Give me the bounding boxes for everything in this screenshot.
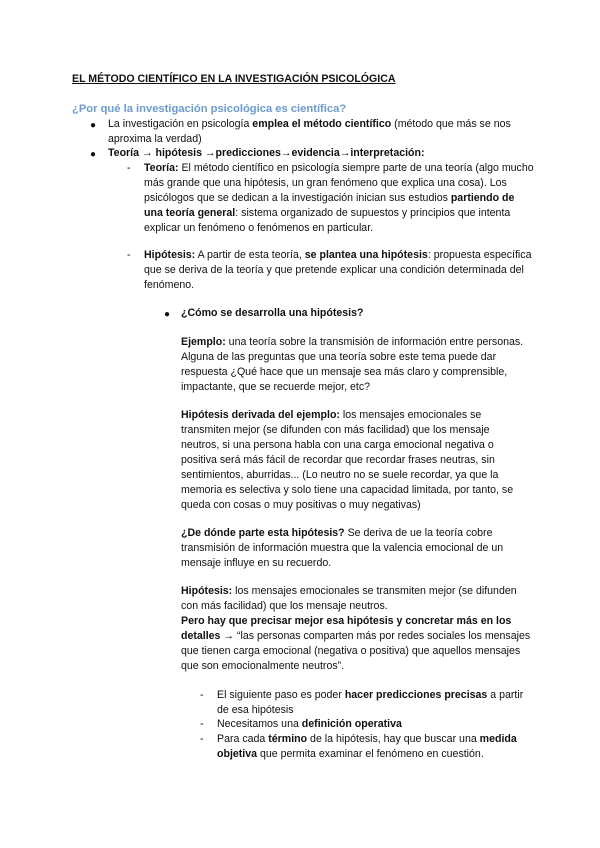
dash-marker: -	[200, 689, 204, 701]
hipotesis-paragraph: Hipótesis: A partir de esta teoría, se plantea una hipótesis: propuesta específica que se deriva de la teoría y que pretende explicar una condición determinada del fenómeno.	[144, 249, 532, 291]
step-item: El siguiente paso es poder hacer predicciones precisas a partir de esa hipótesis	[217, 689, 524, 716]
document-title: EL MÉTODO CIENTÍFICO EN LA INVESTIGACIÓN PSICOLÓGICA	[72, 73, 396, 85]
step-item: Necesitamos una definición operativa	[217, 718, 402, 730]
bullet-item-metodo: La investigación en psicología emplea el método científico (método que más se nos aproxima la verdad)	[108, 118, 511, 145]
step-item: Para cada término de la hipótesis, hay que buscar una medida objetiva que permita examinar el fenómeno en cuestión.	[217, 733, 517, 760]
dash-marker: -	[200, 718, 204, 730]
como-heading: ¿Cómo se desarrolla una hipótesis?	[181, 307, 364, 319]
bullet-marker: ●	[164, 309, 171, 320]
donde-paragraph: ¿De dónde parte esta hipótesis? Se deriva de ue la teoría cobre transmisión de información muestra que la valencia emocional de un mensaje influye en su recuerdo.	[181, 527, 504, 569]
dash-marker: -	[127, 249, 131, 261]
ejemplo-paragraph: Ejemplo: una teoría sobre la transmisión de información entre personas. Alguna de las preguntas que una teoría sobre este tema puede dar respuesta ¿Qué hace que un mensaje sea más claro y comprensible, impactante, que se recuerde mejor, etc?	[181, 336, 524, 393]
bullet-marker: ●	[90, 120, 97, 131]
bullet-marker: ●	[90, 149, 97, 160]
section-heading: ¿Por qué la investigación psicológica es científica?	[72, 103, 347, 115]
dash-marker: -	[127, 162, 131, 174]
dash-marker: -	[200, 733, 204, 745]
hipotesis-refinada-paragraph: Hipótesis: los mensajes emocionales se transmiten mejor (se difunden con más facilidad) que los mensaje neutros. Pero hay que precisar mejor esa hipótesis y concretar más en los detalles → “las personas comparten más por redes sociales los mensajes que tienen carga emocional (negativa o positiva) que aquellos mensajes que son emocionalmente neutros”.	[181, 585, 531, 672]
teoria-paragraph: Teoría: El método científico en psicología siempre parte de una teoría (algo mucho más grande que una hipótesis, un gran fenómeno que explica una cosa). Los psicólogos que se dedican a la investigación inician sus estudios partiendo de una teoría general: sistema organizado de supuestos y principios que intenta explicar un fenómeno o fenómenos en particular.	[144, 162, 534, 234]
bullet-item-sequence: Teoría → hipótesis →predicciones→evidencia→interpretación:	[108, 147, 425, 159]
derivada-paragraph: Hipótesis derivada del ejemplo: los mensajes emocionales se transmiten mejor (se difunden con más facilidad) que los mensaje neutros, si una persona habla con una carga emocional negativa o positiva será más fácil de recordar que recordar frases neutras, sin sentimientos, aburridas... (Lo neutro no se suele recordar, ya que la memoria es selectiva y solo tiene una capacidad limitada, por tanto, se queda con cosas o muy positivas o muy negativas)	[181, 409, 514, 511]
